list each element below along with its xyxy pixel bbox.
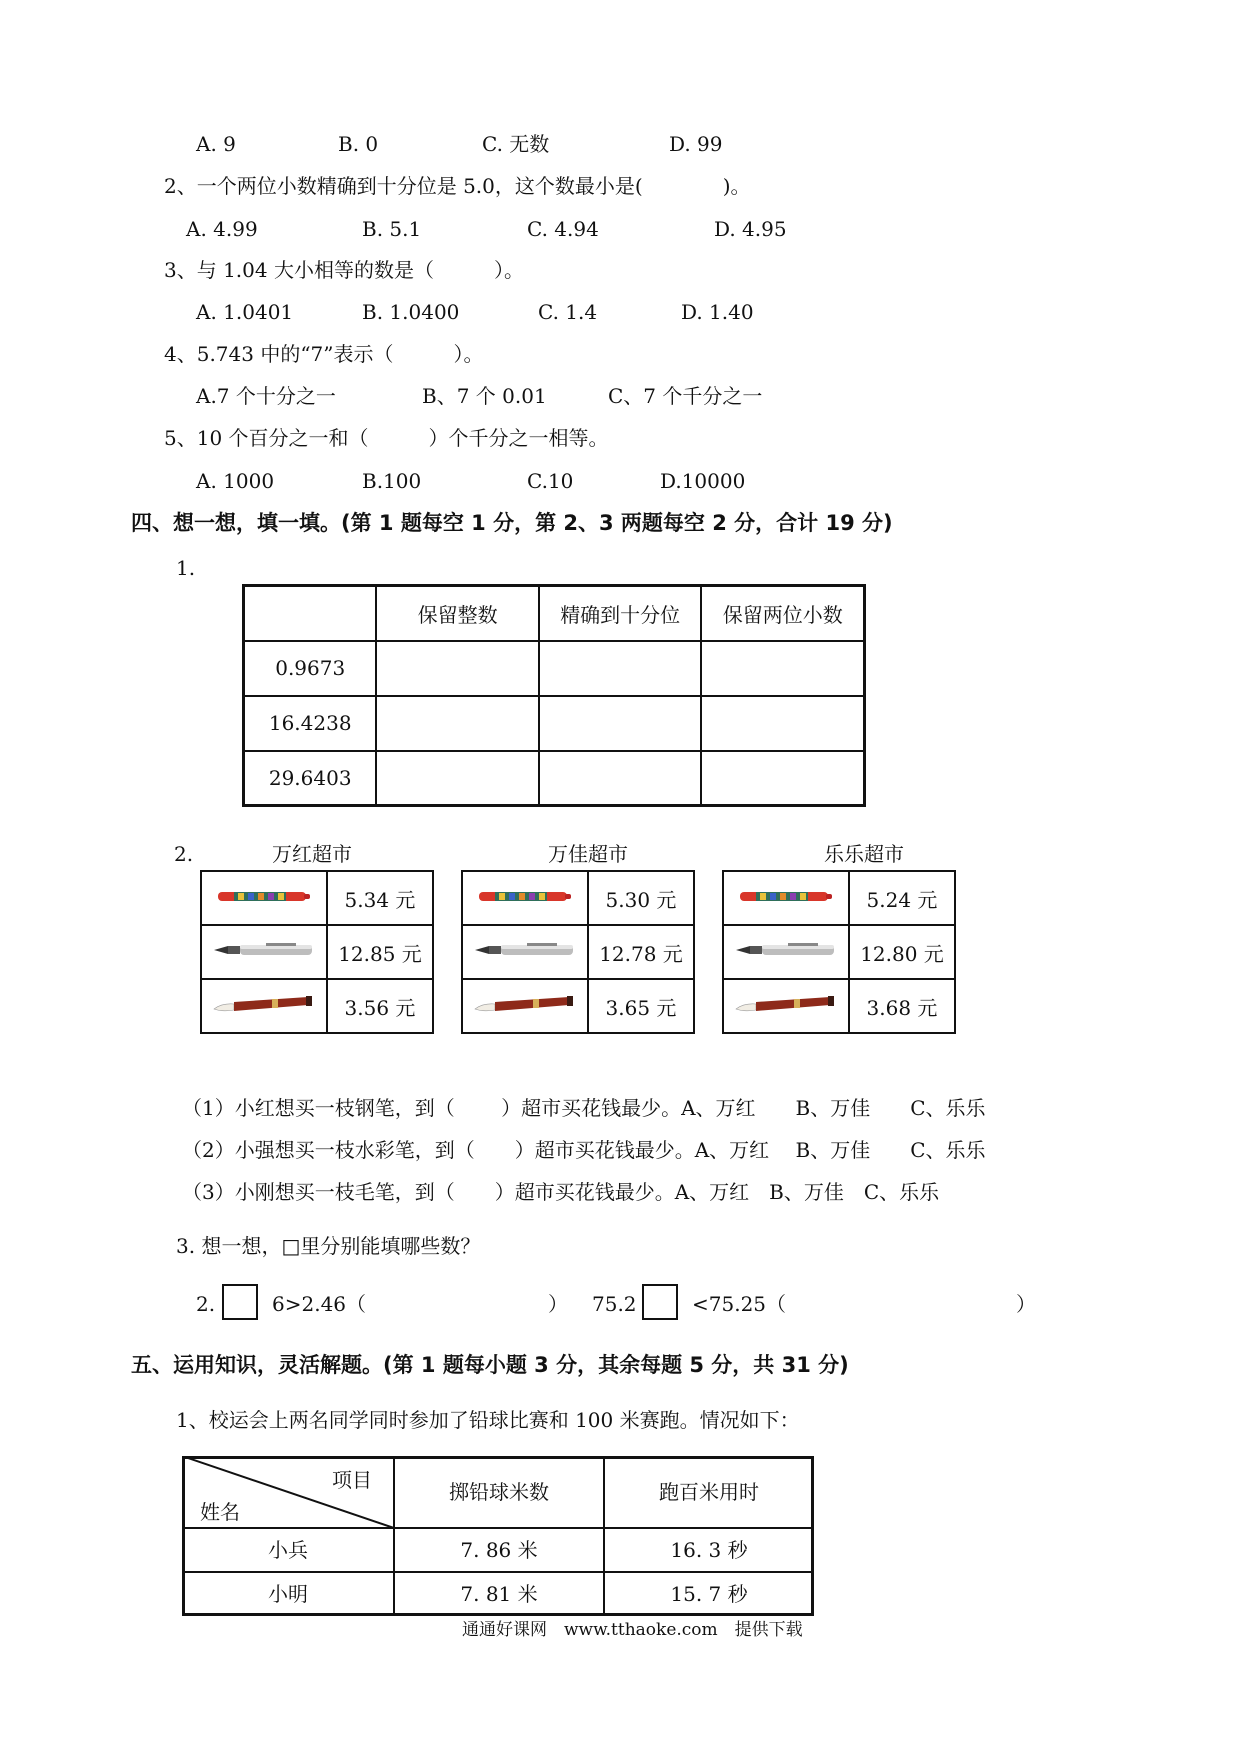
q5-option-b: B.100 xyxy=(362,469,422,493)
inequality2-close: ） xyxy=(1016,1292,1036,1316)
q3-option-b: B. 1.0400 xyxy=(362,300,460,324)
pen-image-cell xyxy=(201,979,327,1033)
rounding-row-value: 29.6403 xyxy=(244,751,377,806)
pen-image-cell xyxy=(723,925,849,979)
fountain-pen-icon xyxy=(734,940,838,960)
q4-stem: 4、5.743 中的“7”表示（ ）。 xyxy=(164,342,484,366)
sports-row-shot: 7. 81 米 xyxy=(460,1582,538,1606)
watercolor-pen-icon xyxy=(738,887,834,905)
price-cell: 12.80 元 xyxy=(849,925,955,979)
q1-option-d: D. 99 xyxy=(669,132,723,156)
section4-q2-label: 2. xyxy=(174,842,194,866)
brush-pen-icon xyxy=(473,993,577,1015)
rounding-header-integer: 保留整数 xyxy=(376,586,539,641)
sports-row-name: 小兵 xyxy=(268,1538,308,1562)
rounding-answer-cell[interactable] xyxy=(539,751,702,806)
q2-option-c: C. 4.94 xyxy=(527,217,599,241)
sports-row-run: 15. 7 秒 xyxy=(670,1582,748,1606)
price-cell: 12.78 元 xyxy=(588,925,694,979)
q5-option-a: A. 1000 xyxy=(196,469,275,493)
rounding-answer-cell[interactable] xyxy=(376,696,539,751)
rounding-answer-cell[interactable] xyxy=(701,641,864,696)
shop-price-table xyxy=(722,870,956,1034)
sports-table xyxy=(182,1456,814,1616)
pen-image-cell xyxy=(462,925,588,979)
rounding-row-value: 16.4238 xyxy=(244,696,377,751)
pen-image-cell xyxy=(462,871,588,925)
inequality1-blank-box[interactable] xyxy=(222,1284,258,1320)
pen-image-cell xyxy=(723,871,849,925)
shop-name-lele: 乐乐超市 xyxy=(824,842,904,866)
q2-stem: 2、一个两位小数精确到十分位是 5.0，这个数最小是( )。 xyxy=(164,174,751,198)
sports-row-shot: 7. 86 米 xyxy=(460,1538,538,1562)
rounding-row-value: 0.9673 xyxy=(244,641,377,696)
rounding-answer-cell[interactable] xyxy=(701,696,864,751)
section5-q1-stem: 1、校运会上两名同学同时参加了铅球比赛和 100 米赛跑。情况如下： xyxy=(176,1408,800,1432)
fountain-pen-icon xyxy=(473,940,577,960)
q3-stem: 3、与 1.04 大小相等的数是（ ）。 xyxy=(164,258,524,282)
brush-pen-icon xyxy=(734,993,838,1015)
q5-stem: 5、10 个百分之一和（ ）个千分之一相等。 xyxy=(164,426,609,450)
price-cell: 3.65 元 xyxy=(588,979,694,1033)
sports-header-shot: 掷铅球米数 xyxy=(449,1480,549,1504)
q3-option-c: C. 1.4 xyxy=(538,300,598,324)
section4-sub-q1: （1）小红想买一枝钢笔，到（ ）超市买花钱最少。A、万红 B、万佳 C、乐乐 xyxy=(182,1096,986,1120)
section4-q1-label: 1. xyxy=(176,556,196,580)
pen-image-cell xyxy=(462,979,588,1033)
section5-title: 五、运用知识，灵活解题。(第 1 题每小题 3 分，其余每题 5 分，共 31 分) xyxy=(131,1353,849,1377)
inequality1-suffix: 6>2.46（ xyxy=(272,1292,367,1316)
inequality2-blank-box[interactable] xyxy=(642,1284,678,1320)
shop-price-table xyxy=(200,870,434,1034)
q2-option-d: D. 4.95 xyxy=(714,217,787,241)
rounding-answer-cell[interactable] xyxy=(701,751,864,806)
rounding-answer-cell[interactable] xyxy=(539,641,702,696)
section4-title: 四、想一想，填一填。(第 1 题每空 1 分，第 2、3 两题每空 2 分，合计 19 分) xyxy=(131,511,893,535)
pen-image-cell xyxy=(201,925,327,979)
price-cell: 5.24 元 xyxy=(849,871,955,925)
footer-source: 通通好课网 www.tthaoke.com 提供下载 xyxy=(462,1620,803,1640)
shop-price-table xyxy=(461,870,695,1034)
rounding-answer-cell[interactable] xyxy=(539,696,702,751)
q1-option-c: C. 无数 xyxy=(482,132,550,156)
inequality2-suffix: <75.25（ xyxy=(692,1292,787,1316)
price-cell: 3.56 元 xyxy=(327,979,433,1033)
rounding-table xyxy=(242,584,866,807)
q1-option-b: B. 0 xyxy=(338,132,379,156)
sports-header-run: 跑百米用时 xyxy=(659,1480,759,1504)
price-cell: 3.68 元 xyxy=(849,979,955,1033)
fountain-pen-icon xyxy=(212,940,316,960)
pen-image-cell xyxy=(723,979,849,1033)
rounding-header-blank xyxy=(244,586,377,641)
q5-option-d: D.10000 xyxy=(660,469,746,493)
rounding-header-tenths: 精确到十分位 xyxy=(539,586,702,641)
section4-sub-q3: （3）小刚想买一枝毛笔，到（ ）超市买花钱最少。A、万红 B、万佳 C、乐乐 xyxy=(182,1180,940,1204)
q4-option-a: A.7 个十分之一 xyxy=(196,384,336,408)
inequality1-close: ） xyxy=(548,1292,568,1316)
q3-option-a: A. 1.0401 xyxy=(196,300,294,324)
section4-q3-stem: 3. 想一想，□里分别能填哪些数？ xyxy=(176,1234,481,1258)
watercolor-pen-icon xyxy=(477,887,573,905)
shop-name-wanhong: 万红超市 xyxy=(272,842,352,866)
price-cell: 5.34 元 xyxy=(327,871,433,925)
q1-option-a: A. 9 xyxy=(196,132,236,156)
q2-option-a: A. 4.99 xyxy=(186,217,258,241)
inequality1-prefix: 2. xyxy=(196,1292,216,1316)
rounding-header-hundredths: 保留两位小数 xyxy=(701,586,864,641)
q3-option-d: D. 1.40 xyxy=(681,300,754,324)
q4-option-c: C、7 个千分之一 xyxy=(608,384,763,408)
section4-sub-q2: （2）小强想买一枝水彩笔，到（ ）超市买花钱最少。A、万红 B、万佳 C、乐乐 xyxy=(182,1138,986,1162)
corner-label-name: 姓名 xyxy=(200,1500,240,1524)
inequality2-prefix: 75.2 xyxy=(592,1292,637,1316)
watercolor-pen-icon xyxy=(216,887,312,905)
rounding-answer-cell[interactable] xyxy=(376,751,539,806)
sports-row-run: 16. 3 秒 xyxy=(670,1538,748,1562)
price-cell: 12.85 元 xyxy=(327,925,433,979)
q5-option-c: C.10 xyxy=(527,469,574,493)
corner-label-item: 项目 xyxy=(332,1468,372,1492)
price-cell: 5.30 元 xyxy=(588,871,694,925)
rounding-answer-cell[interactable] xyxy=(376,641,539,696)
brush-pen-icon xyxy=(212,993,316,1015)
pen-image-cell xyxy=(201,871,327,925)
sports-row-name: 小明 xyxy=(268,1582,308,1606)
q4-option-b: B、7 个 0.01 xyxy=(422,384,547,408)
shop-name-wanjia: 万佳超市 xyxy=(548,842,628,866)
q2-option-b: B. 5.1 xyxy=(362,217,422,241)
